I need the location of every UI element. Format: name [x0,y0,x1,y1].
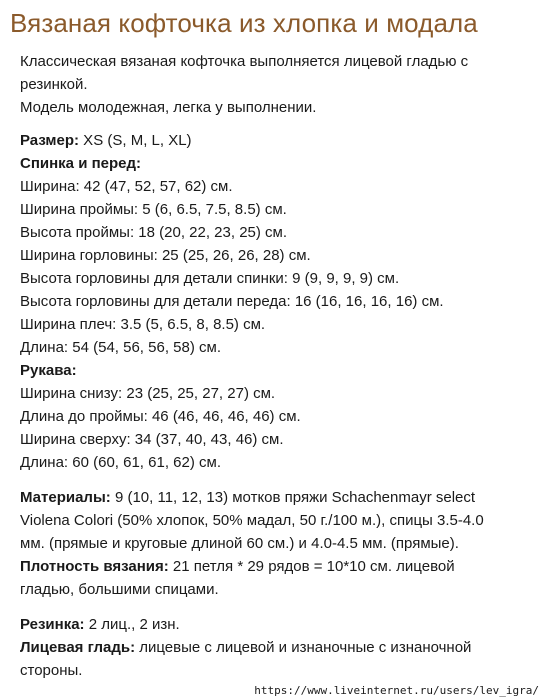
stockinette-line [20,636,540,659]
sleeves-heading: Рукава: [20,362,77,379]
gauge-line: гладью, большими спицами. [20,581,219,598]
intro-line: резинкой. [20,76,88,93]
stockinette-text: лицевые с лицевой и изнаночные с изнаночной [135,639,472,656]
document-body [20,50,540,682]
rib-line [20,613,540,636]
measurement-line: Ширина: 42 (47, 52, 57, 62) см. [20,178,233,195]
materials-text: 9 (10, 11, 12, 13) мотков пряжи Schachenmayr select [110,489,476,506]
rib-value: 2 лиц., 2 изн. [84,616,180,633]
measurement-line: Высота горловины для детали переда: 16 (16, 16, 16, 16) см. [20,293,444,310]
materials-line [20,486,540,509]
measurement-line: Высота проймы: 18 (20, 22, 23, 25) см. [20,224,288,241]
intro-line: Модель молодежная, легка у выполнении. [20,99,317,116]
gauge-text: 21 петля * 29 рядов = 10*10 см. лицевой [168,558,455,575]
measurement-line: Ширина сверху: 34 (37, 40, 43, 46) см. [20,431,284,448]
measurement-line: Высота горловины для детали спинки: 9 (9, 9, 9, 9) см. [20,270,400,287]
back-front-heading: Спинка и перед: [20,155,142,172]
measurement-line: Длина: 54 (54, 56, 56, 58) см. [20,339,221,356]
measurement-line: Ширина проймы: 5 (6, 6.5, 7.5, 8.5) см. [20,201,287,218]
materials-line: Violena Colori (50% хлопок, 50% мадал, 50 г./100 м.), спицы 3.5-4.0 [20,512,484,529]
intro-line: Классическая вязаная кофточка выполняется лицевой гладью с [20,53,469,70]
source-watermark: https://www.liveinternet.ru/users/lev_igra/ [254,684,539,697]
size-label: Размер: [20,132,80,149]
stockinette-line: стороны. [20,662,83,679]
size-value: XS (S, M, L, XL) [79,132,192,149]
measurement-line: Ширина снизу: 23 (25, 25, 27, 27) см. [20,385,276,402]
measurement-line: Длина до проймы: 46 (46, 46, 46, 46) см. [20,408,301,425]
measurement-line: Ширина плеч: 3.5 (5, 6.5, 8, 8.5) см. [20,316,266,333]
measurement-line: Длина: 60 (60, 61, 61, 62) см. [20,454,221,471]
measurement-line: Ширина горловины: 25 (25, 26, 26, 28) см. [20,247,311,264]
stockinette-label: Лицевая гладь: [20,639,136,656]
size-line [20,129,540,152]
gauge-line [20,555,540,578]
materials-line: мм. (прямые и круговые длиной 60 см.) и 4.0-4.5 мм. (прямые). [20,535,459,552]
rib-label: Резинка: [20,616,85,633]
gauge-label: Плотность вязания: [20,558,169,575]
materials-label: Материалы: [20,489,111,506]
page-title: Вязаная кофточка из хлопка и модала [10,8,478,38]
